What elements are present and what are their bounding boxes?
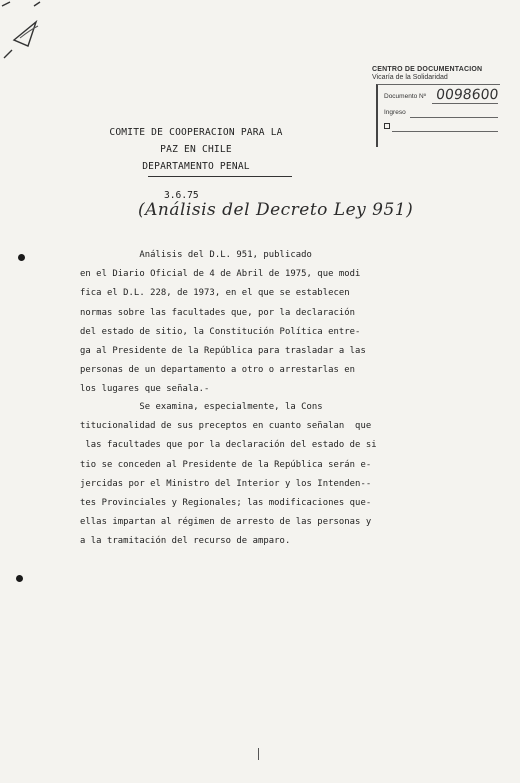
stamp-doc-label: Documento Nº — [384, 93, 427, 100]
corner-mark — [0, 0, 60, 70]
paragraph-line: ga al Presidente de la República para trasladar a las — [80, 346, 366, 357]
paragraph-line: personas de un departamento a otro o arrestarlas en — [80, 365, 356, 376]
letterhead-rule — [148, 176, 292, 177]
letterhead — [106, 124, 286, 175]
punch-hole-bottom — [16, 575, 23, 582]
paragraph-line: tes Provinciales y Regionales; las modificaciones que- — [80, 498, 372, 509]
paragraph-line: las facultades que por la declaración del estado de si — [80, 440, 377, 451]
letterhead-line2: PAZ EN CHILE — [160, 144, 232, 155]
paragraph-line: a la tramitación del recurso de amparo. — [80, 536, 291, 547]
stamp-checkbox — [384, 123, 390, 129]
paragraph-line: Se examina, especialmente, la Cons — [80, 402, 323, 412]
stamp-org: CENTRO DE DOCUMENTACION — [372, 66, 483, 73]
paragraph-line: del estado de sitio, la Constitución Política entre- — [80, 326, 361, 337]
paragraph-line: Análisis del D.L. 951, publicado — [80, 250, 312, 260]
summary-paragraph-2 — [80, 398, 492, 552]
paragraph-line: ellas impartan al régimen de arresto de las personas y — [80, 517, 372, 528]
letterhead-line3: DEPARTAMENTO PENAL — [142, 161, 250, 172]
letterhead-line1: COMITE DE COOPERACION PARA LA — [109, 127, 283, 138]
summary-paragraph-1 — [80, 246, 492, 400]
archive-stamp — [370, 66, 520, 148]
stamp-doc-number: 0098600 — [435, 87, 500, 103]
paragraph-line: jercidas por el Ministro del Interior y los Intenden-- — [80, 478, 372, 489]
document-date: 3.6.75 — [164, 190, 199, 201]
page-tick — [258, 748, 259, 760]
paragraph-line: titucionalidad de sus preceptos en cuanto señalan que — [80, 421, 372, 432]
paragraph-line: normas sobre las facultades que, por la declaración — [80, 307, 356, 318]
stamp-vicaria: Vicaría de la Solidaridad — [372, 74, 448, 81]
stamp-ingreso-label: Ingreso — [384, 109, 406, 116]
paragraph-line: los lugares que señala.- — [80, 384, 210, 395]
stamp-box — [376, 84, 500, 147]
paragraph-line: en el Diario Oficial de 4 de Abril de 1975, que modi — [80, 269, 361, 280]
handwritten-note: (Análisis del Decreto Ley 951) — [138, 200, 414, 220]
paragraph-line: tio se conceden al Presidente de la República serán e- — [80, 459, 372, 470]
punch-hole-top — [18, 254, 25, 261]
paragraph-line: fica el D.L. 228, de 1973, en el que se establecen — [80, 288, 350, 299]
